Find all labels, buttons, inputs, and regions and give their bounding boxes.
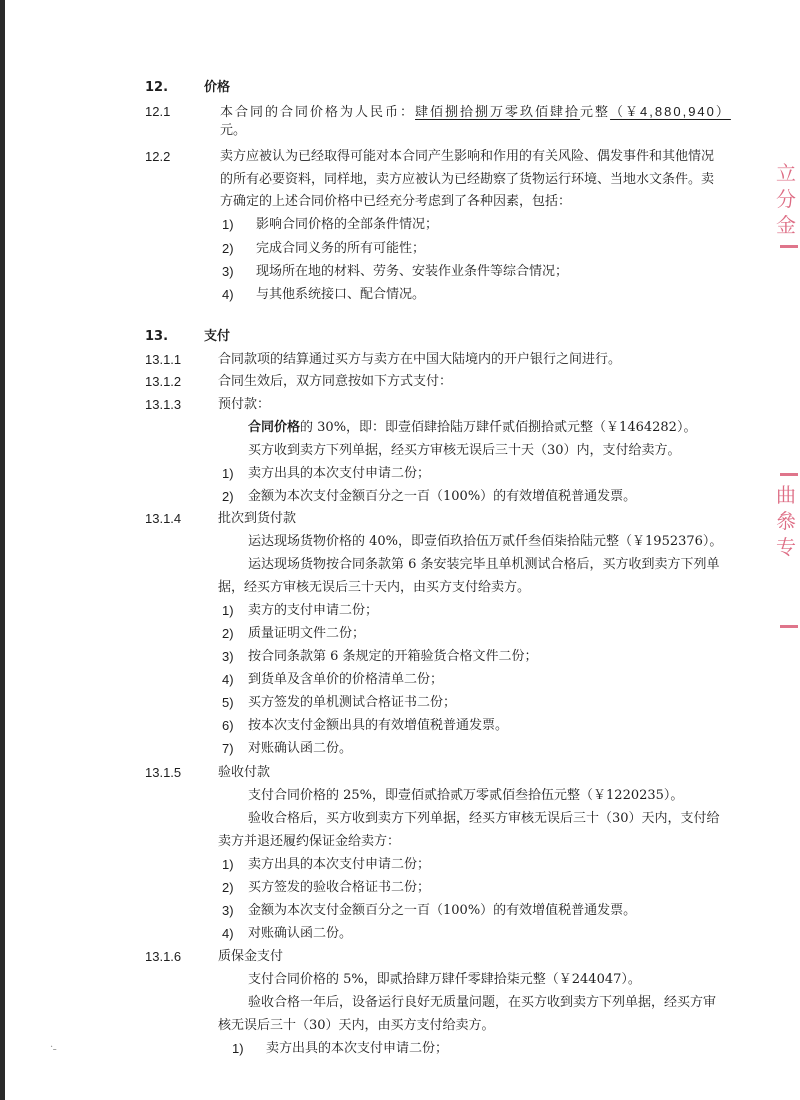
list-item-number: 7) [222,741,234,756]
list-item: 金额为本次支付金额百分之一百（100%）的有效增值税普通发票。 [248,489,637,504]
clause-13-1-4-amount: 运达现场货物价格的 40%，即壹佰玖拾伍万贰仟叁佰柒拾陆元整（￥1952376）。 [248,534,723,549]
red-seal-border [780,625,798,628]
clause-12-1-number: 12.1 [145,104,171,119]
list-item-number: 1) [232,1041,244,1056]
clause-13-1-2-number: 13.1.2 [145,374,182,389]
section-13-number: 13. [145,329,169,344]
clause-13-1-6-number: 13.1.6 [145,949,182,964]
section-12-title: 价格 [204,80,231,95]
section-12-number: 12. [145,80,169,95]
list-item-number: 2) [222,489,234,504]
seal-char: 金 [776,213,796,237]
list-item: 卖方的支付申请二份； [248,603,379,618]
list-item: 完成合同义务的所有可能性； [256,241,426,256]
list-item: 与其他系统接口、配合情况。 [256,287,426,302]
clause-13-1-3-title: 预付款： [218,397,271,412]
list-item-number: 1) [222,217,234,232]
clause-12-2-line-3: 方确定的上述合同价格中已经充分考虑到了各种因素，包括： [220,194,572,209]
list-item: 按本次支付金额出具的有效增值税普通发票。 [248,718,509,733]
list-item: 买方签发的单机测试合格证书二份； [248,695,457,710]
clause-13-1-6-condition-1: 验收合格一年后，设备运行良好无质量问题，在买方收到卖方下列单据，经买方审 [248,995,717,1010]
list-item-number: 2) [222,626,234,641]
clause-12-2-number: 12.2 [145,149,171,164]
clause-12-1-continuation: 元。 [220,123,247,138]
advance-payment-amount: 的 30%，即：即壹佰肆拾陆万肆仟贰佰捌拾贰元整（￥1464282）。 [300,420,697,435]
red-seal-border [780,473,798,476]
price-in-figures: （￥4,880,940） [610,104,731,119]
list-item: 对账确认函二份。 [248,926,353,941]
list-item-number: 3) [222,903,234,918]
list-item-number: 2) [222,241,234,256]
clause-13-1-2-text: 合同生效后，双方同意按如下方式支付： [218,374,453,389]
clause-13-1-4-condition-1: 运达现场货物按合同条款第 6 条安装完毕且单机测试合格后，买方收到卖方下列单 [248,557,720,572]
list-item: 影响合同价格的全部条件情况； [256,217,439,232]
red-seal-fragment-top [772,160,800,238]
contract-price-bold: 合同价格 [248,420,301,435]
clause-13-1-5-title: 验收付款 [218,765,271,780]
list-item-number: 1) [222,857,234,872]
clause-13-1-6-title: 质保金支付 [218,949,284,964]
list-item: 金额为本次支付金额百分之一百（100%）的有效增值税普通发票。 [248,903,637,918]
red-seal-fragment-bottom [772,482,800,560]
list-item-number: 2) [222,880,234,895]
price-in-words: 肆佰捌拾捌万零玖佰肆拾 [415,105,581,120]
list-item: 质量证明文件二份； [248,626,366,641]
clause-12-2-line-1: 卖方应被认为已经取得可能对本合同产生影响和作用的有关风险、偶发事件和其他情况 [220,149,715,164]
clause-13-1-4-condition-2: 据，经买方审核无误后三十天内，由买方支付给卖方。 [218,580,531,595]
list-item: 对账确认函二份。 [248,741,353,756]
clause-13-1-5-number: 13.1.5 [145,765,182,780]
clause-13-1-4-title: 批次到货付款 [218,511,297,526]
clause-13-1-1-text: 合同款项的结算通过买方与卖方在中国大陆境内的开户银行之间进行。 [218,352,622,367]
clause-13-1-4-number: 13.1.4 [145,511,182,526]
seal-char: 叅 [776,509,796,533]
seal-char: 曲 [776,483,796,507]
seal-char: 立 [776,161,796,185]
clause-12-1-text [220,103,731,122]
clause-13-1-3-number: 13.1.3 [145,397,182,412]
section-13-title: 支付 [204,329,231,344]
list-item: 现场所在地的材料、劳务、安装作业条件等综合情况； [256,264,569,279]
seal-char: 分 [776,187,796,211]
list-item-number: 4) [222,287,234,302]
list-item-number: 1) [222,466,234,481]
clause-13-1-6-condition-2: 核无误后三十（30）天内，由买方支付给卖方。 [218,1018,495,1033]
clause-13-1-1-number: 13.1.1 [145,352,182,367]
seal-char: 专 [776,535,796,559]
list-item: 到货单及含单价的价格清单二份； [248,672,444,687]
list-item: 卖方出具的本次支付申请二份； [248,857,431,872]
clause-12-2-line-2: 的所有必要资料，同样地，卖方应被认为已经勘察了货物运行环境、当地水文条件。卖 [220,172,715,187]
clause-13-1-5-condition-1: 验收合格后，买方收到卖方下列单据，经买方审核无误后三十（30）天内，支付给 [248,811,720,826]
list-item-number: 3) [222,264,234,279]
list-item: 卖方出具的本次支付申请二份； [248,466,431,481]
clause-13-1-6-amount: 支付合同价格的 5%，即贰拾肆万肆仟零肆拾柒元整（￥244047）。 [248,972,641,987]
list-item: 卖方出具的本次支付申请二份； [266,1041,449,1056]
list-item-number: 3) [222,649,234,664]
list-item-number: 4) [222,672,234,687]
red-seal-border [780,245,798,248]
price-suffix: 元整 [580,105,611,120]
clause-13-1-3-amount [248,419,696,437]
list-item-number: 6) [222,718,234,733]
clause-13-1-3-condition: 买方收到卖方下列单据，经买方审核无误后三十天（30）内，支付给卖方。 [248,443,681,458]
scan-speck: ·ـ [50,1042,57,1053]
list-item: 买方签发的验收合格证书二份； [248,880,431,895]
list-item-number: 5) [222,695,234,710]
clause-13-1-5-amount: 支付合同价格的 25%，即壹佰贰拾贰万零贰佰叁拾伍元整（￥1220235）。 [248,788,684,803]
list-item-number: 1) [222,603,234,618]
clause-13-1-5-condition-2: 卖方并退还履约保证金给卖方： [218,834,401,849]
price-label: 本合同的合同价格为人民币： [220,105,416,120]
list-item-number: 4) [222,926,234,941]
list-item: 按合同条款第 6 条规定的开箱验货合格文件二份； [248,649,538,664]
